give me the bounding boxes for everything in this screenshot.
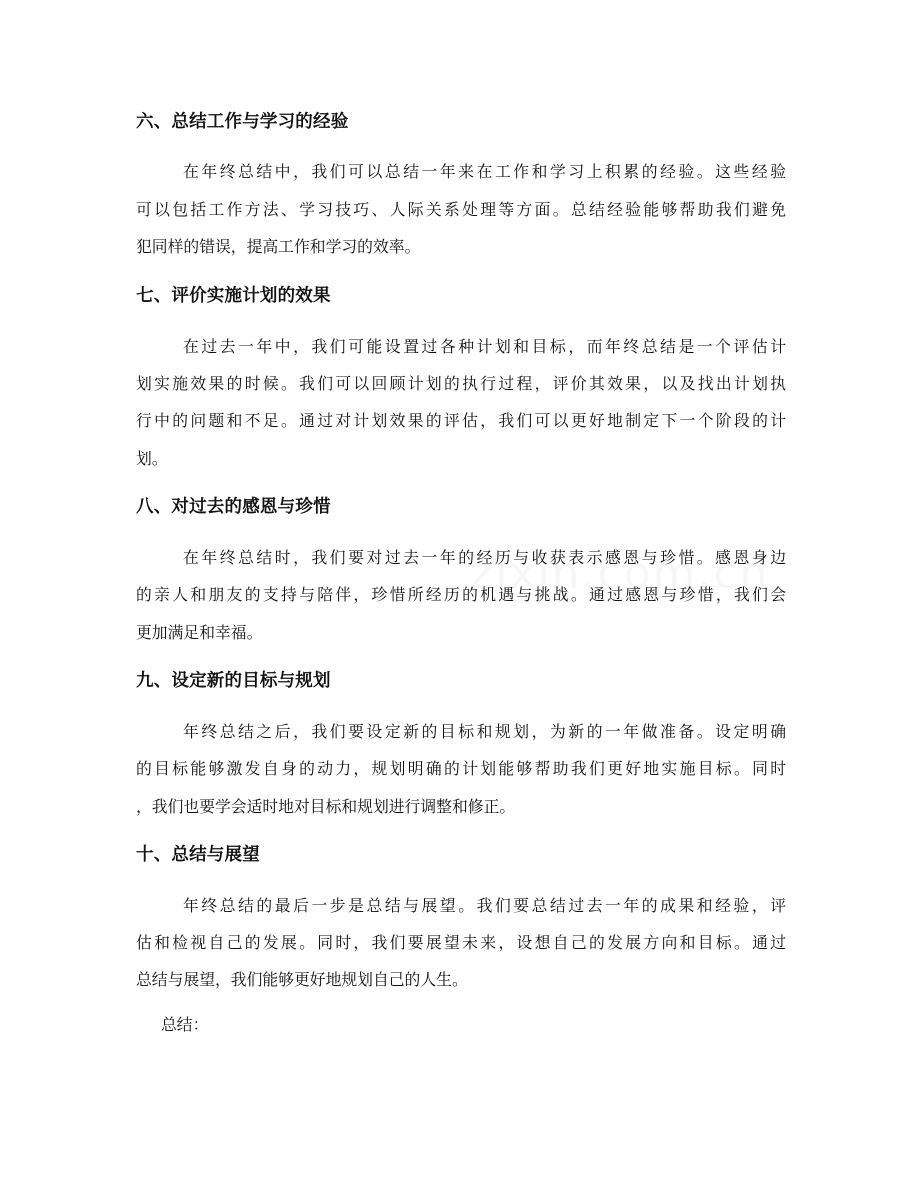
- paragraph-line: 划。: [136, 449, 168, 468]
- paragraph-line: 的目标能够激发自身的动力，规划明确的计划能够帮助我们更好地实施目标。同时: [136, 759, 786, 778]
- paragraph-line: 年终总结的最后一步是总结与展望。我们要总结过去一年的成果和经验，评: [183, 896, 786, 915]
- paragraph-line: 总结与展望，我们能够更好地规划自己的人生。: [136, 970, 468, 989]
- paragraph-line: 行中的问题和不足。通过对计划效果的评估，我们可以更好地制定下一个阶段的计: [136, 411, 786, 430]
- section-heading: 十、总结与展望: [136, 845, 260, 865]
- closing-label: 总结：: [161, 1015, 209, 1034]
- section-heading: 六、总结工作与学习的经验: [136, 112, 349, 132]
- paragraph-line: 估和检视自己的发展。同时，我们要展望未来，设想自己的发展方向和目标。通过: [136, 933, 786, 952]
- paragraph-line: 在年终总结时，我们要对过去一年的经历与收获表示感恩与珍惜。感恩身边: [183, 548, 786, 567]
- paragraph-line: 年终总结之后，我们要设定新的目标和规划，为新的一年做准备。设定明确: [183, 722, 786, 741]
- paragraph-line: ，我们也要学会适时地对目标和规划进行调整和修正。: [136, 797, 516, 816]
- paragraph-line: 更加满足和幸福。: [136, 623, 263, 642]
- paragraph-line: 可以包括工作方法、学习技巧、人际关系处理等方面。总结经验能够帮助我们避免: [136, 200, 786, 219]
- section-heading: 七、评价实施计划的效果: [136, 286, 331, 306]
- section-heading: 九、设定新的目标与规划: [136, 671, 331, 691]
- paragraph-line: 在年终总结中，我们可以总结一年来在工作和学习上积累的经验。这些经验: [183, 162, 786, 181]
- paragraph-line: 犯同样的错误，提高工作和学习的效率。: [136, 237, 421, 256]
- paragraph-line: 在过去一年中，我们可能设置过各种计划和目标，而年终总结是一个评估计: [183, 337, 786, 356]
- section-heading: 八、对过去的感恩与珍惜: [136, 497, 331, 517]
- paragraph-line: 划实施效果的时候。我们可以回顾计划的执行过程，评价其效果，以及找出计划执: [136, 374, 786, 393]
- paragraph-line: 的亲人和朋友的支持与陪伴，珍惜所经历的机遇与挑战。通过感恩与珍惜，我们会: [136, 585, 786, 604]
